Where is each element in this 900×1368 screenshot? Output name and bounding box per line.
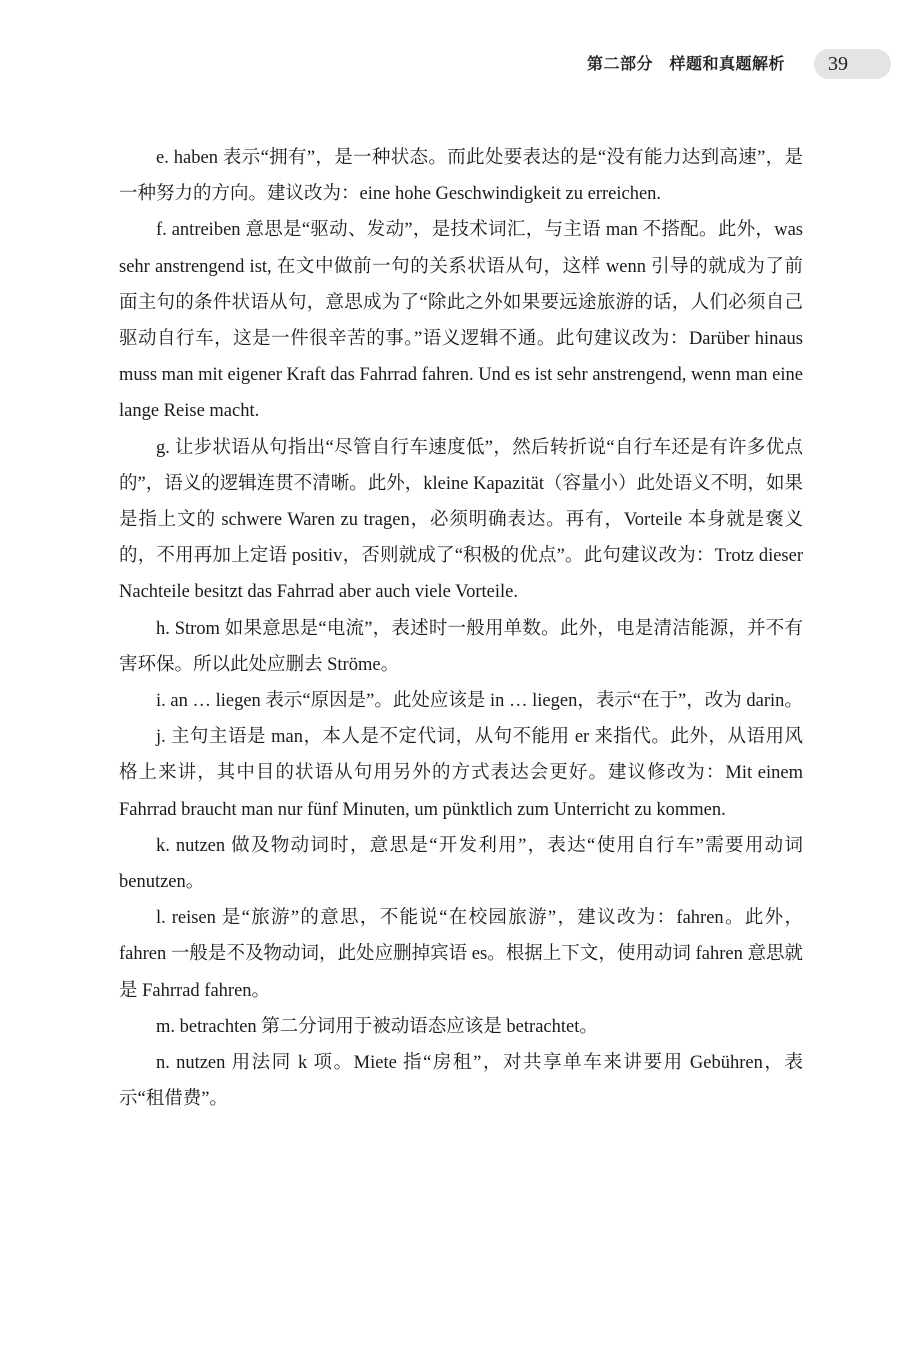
paragraph-i: i. an … liegen 表示“原因是”。此处应该是 in … liegen，表示“在于”，改为 darin。 bbox=[156, 691, 803, 712]
paragraph-l: l. reisen 是“旅游”的意思，不能说“在校园旅游”，建议改为：fahren。此外，fahren 一般是不及物动词，此处应删掉宾语 es。根据上下文，使用动词 fahren 意思就是 Fahrrad fahren。 bbox=[119, 908, 803, 1001]
paragraph-n: n. nutzen 用法同 k 项。Miete 指“房租”，对共享单车来讲要用 Gebühren，表示“租借费”。 bbox=[119, 1053, 803, 1110]
paragraph-e: e. haben 表示“拥有”，是一种状态。而此处要表达的是“没有能力达到高速”，是一种努力的方向。建议改为：eine hohe Geschwindigkeit zu erreichen. bbox=[119, 148, 803, 205]
paragraph-m: m. betrachten 第二分词用于被动语态应该是 betrachtet。 bbox=[156, 1016, 598, 1037]
page-number: 39 bbox=[828, 53, 848, 75]
section-title: 第二部分 样题和真题解析 bbox=[587, 54, 786, 73]
page-body bbox=[119, 140, 803, 1117]
paragraph-j: j. 主句主语是 man，本人是不定代词，从句不能用 er 来指代。此外，从语用风格上来讲，其中目的状语从句用另外的方式表达会更好。建议修改为：Mit einem Fahrrad braucht man nur fünf Minuten, um pünktlich zum Unterricht zu kommen. bbox=[119, 727, 803, 820]
running-header bbox=[587, 49, 891, 79]
paragraph-h: h. Strom 如果意思是“电流”，表述时一般用单数。此外，电是清洁能源，并不有害环保。所以此处应删去 Ströme。 bbox=[119, 618, 803, 675]
page-number-badge bbox=[814, 49, 891, 79]
paragraph-f: f. antreiben 意思是“驱动、发动”，是技术词汇，与主语 man 不搭配。此外，was sehr anstrengend ist, 在文中做前一句的关系状语从句，这样 wenn 引导的就成为了前面主句的条件状语从句，意思成为了“除此之外如果要远途旅游的话，人们必须自己驱动自行车，这是一件很辛苦的事。”语义逻辑不通。此句建议改为：Darüber hinaus muss man mit eigener Kraft das Fahrrad fahren. Und es ist sehr anstrengend, wenn man eine lange Reise macht. bbox=[119, 220, 803, 422]
paragraph-g: g. 让步状语从句指出“尽管自行车速度低”，然后转折说“自行车还是有许多优点的”，语义的逻辑连贯不清晰。此外，kleine Kapazität（容量小）此处语义不明，如果是指上文的 schwere Waren zu tragen，必须明确表达。再有，Vorteile 本身就是褒义的，不用再加上定语 positiv，否则就成了“积极的优点”。此句建议改为：Trotz dieser Nachteile besitzt das Fahrrad aber auch viele Vorteile. bbox=[119, 437, 803, 603]
paragraph-k: k. nutzen 做及物动词时，意思是“开发利用”，表达“使用自行车”需要用动词 benutzen。 bbox=[119, 835, 803, 893]
